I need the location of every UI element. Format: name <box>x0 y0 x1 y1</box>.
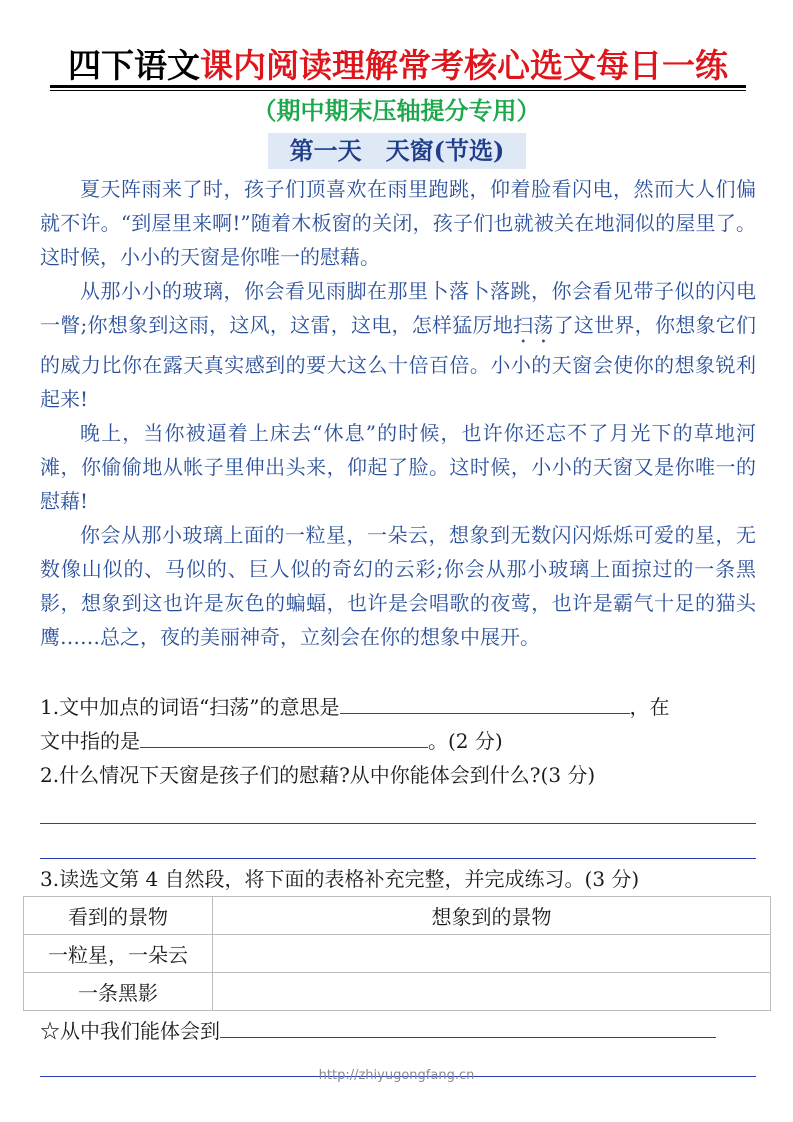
paragraph-2-end: 了这世界，你想象它们的威力比你在露天真实感到的要大这么十倍百倍。小小的天窗会使你的想象锐利起来! <box>40 313 757 411</box>
paragraph-2 <box>40 274 756 416</box>
question-1-line-1 <box>40 690 670 724</box>
answer-blank-refers-to[interactable] <box>140 725 428 748</box>
title-rule-thick <box>50 85 746 88</box>
conclusion-prompt: ☆从中我们能体会到 <box>40 1019 220 1043</box>
reading-passage <box>40 172 756 654</box>
question-1-line-2 <box>40 724 503 758</box>
dotted-word: 扫荡 <box>513 313 554 337</box>
table-header-imagined: 想象到的景物 <box>213 897 771 935</box>
title-rule-thin <box>50 90 746 91</box>
question-1-score: 。(2 分) <box>428 729 503 753</box>
answer-blank-conclusion[interactable] <box>220 1015 716 1038</box>
table-cell-seen: 一粒星，一朵云 <box>24 935 213 973</box>
conclusion-line <box>40 1014 716 1048</box>
paragraph-1: 夏天阵雨来了时，孩子们顶喜欢在雨里跑跳，仰着脸看闪电，然而大人们偏就不许。“到屋里来啊!”随着木板窗的关闭，孩子们也就被关在地洞似的屋里了。这时候，小小的天窗是你唯一的慰藉。 <box>40 177 756 269</box>
answer-line-q2-1[interactable] <box>40 823 756 824</box>
table-row <box>24 935 771 973</box>
question-1-text-2: ，在 <box>629 695 670 719</box>
paragraph-2-start: 从那小小的玻璃，你会看见雨脚在那里卜落卜落跳，你会看见带子似的闪电一瞥;你想象到这雨，这风，这雷，这电，怎样猛厉地 <box>40 279 756 337</box>
question-1-text-3: 文中指的是 <box>40 729 140 753</box>
question-2: 2.什么情况下天窗是孩子们的慰藉?从中你能体会到什么?(3 分) <box>40 763 596 787</box>
page-title <box>50 44 746 88</box>
footer-url: http://zhiyugongfang.cn <box>318 1068 475 1083</box>
paragraph-4: 你会从那小玻璃上面的一粒星，一朵云，想象到无数闪闪烁烁可爱的星，无数像山似的、马似的、巨人似的奇幻的云彩;你会从那小玻璃上面掠过的一条黑影，想象到这也许是灰色的蝙蝠，也许是会唱歌的夜莺，也许是霸气十足的猫头鹰……总之，夜的美丽神奇，立刻会在你的想象中展开。 <box>40 523 756 649</box>
question-1-text: 1.文中加点的词语“扫荡”的意思是 <box>40 695 340 719</box>
title-prefix: 四下语文 <box>68 46 200 85</box>
table-cell-imagined-input[interactable] <box>213 973 771 1011</box>
question-3: 3.读选文第 4 自然段，将下面的表格补充完整，并完成练习。(3 分) <box>40 867 640 891</box>
answer-blank-meaning[interactable] <box>340 691 630 714</box>
table-row <box>24 973 771 1011</box>
answer-line-q2-2[interactable] <box>40 858 756 859</box>
paragraph-3: 晚上，当你被逼着上床去“休息”的时候，也许你还忘不了月光下的草地河滩，你偷偷地从帐子里伸出头来，仰起了脸。这时候，小小的天窗又是你唯一的慰藉! <box>40 421 756 513</box>
table-header-row <box>24 897 771 935</box>
scenery-table <box>23 896 771 1011</box>
table-cell-imagined-input[interactable] <box>213 935 771 973</box>
table-cell-seen: 一条黑影 <box>24 973 213 1011</box>
subtitle: （期中期末压轴提分专用） <box>252 96 541 125</box>
day-heading: 第一天 天窗(节选) <box>268 133 526 169</box>
table-header-seen: 看到的景物 <box>24 897 213 935</box>
title-main: 课内阅读理解常考核心选文每日一练 <box>200 46 728 85</box>
